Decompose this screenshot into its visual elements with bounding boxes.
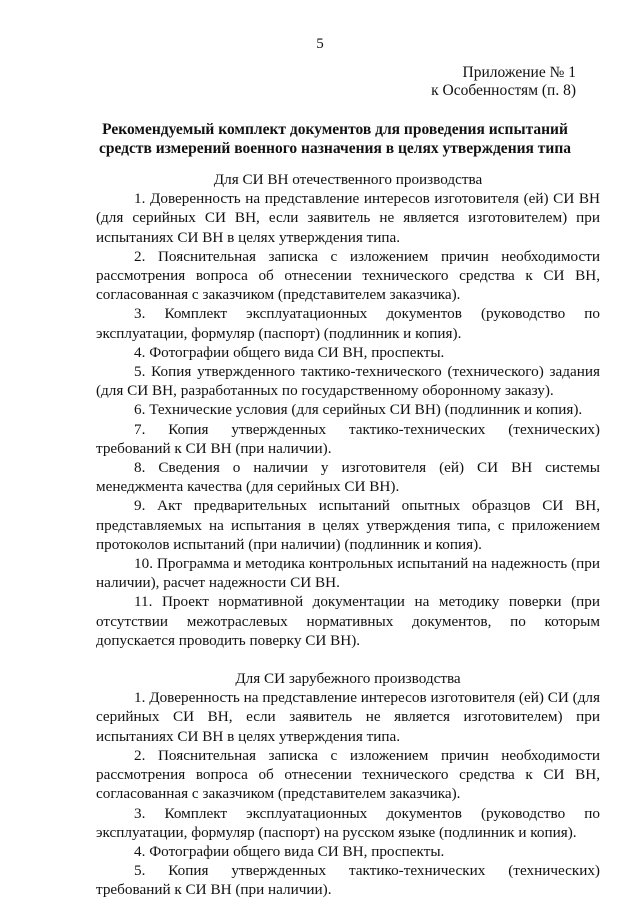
appendix-line-1: Приложение № 1 [462,64,576,81]
section-spacer [96,650,600,669]
list-item: 9. Акт предварительных испытаний опытных образцов СИ ВН, представляемых на испытания в целях утверждения типа, с приложением протоколов испытаний (при наличии) (подлинник и копия). [96,497,600,553]
list-item: 2. Пояснительная записка с изложением причин необходимости рассмотрения вопроса об отнесении технического средства к СИ ВН, согласованная с заказчиком (представителем заказчика). [96,746,600,803]
list-item: 3. Комплект эксплуатационных документов (руководство по эксплуатации, формуляр (паспорт) (подлинник и копия). [96,305,600,342]
list-item: 1. Доверенность на представление интересов изготовителя (ей) СИ (для серийных СИ ВН, если заявитель не является изготовителем) при испытаниях СИ ВН в целях утверждения типа. [96,689,600,745]
document-title [90,120,580,158]
section-heading-domestic: Для СИ ВН отечественного производства [213,171,483,188]
page-number: 5 [316,36,324,52]
list-item: 5. Копия утвержденного тактико-технического (технического) задания (для СИ ВН, разработанных по государственному оборонному заказу). [96,363,600,400]
list-item: 7. Копия утвержденных тактико-технических (технических) требований к СИ ВН (при наличии). [96,420,600,457]
list-item: 3. Комплект эксплуатационных документов (руководство по эксплуатации, формуляр (паспорт) на русском языке (подлинник и копия). [96,804,600,841]
list-item: 2. Пояснительная записка с изложением причин необходимости рассмотрения вопроса об отнесении технического средства к СИ ВН, согласованная с заказчиком (представителем заказчика). [96,247,600,304]
list-item: 10. Программа и методика контрольных испытаний на надежность (при наличии), расчет надежности СИ ВН. [96,555,600,592]
list-item: 1. Доверенность на представление интересов изготовителя (ей) СИ ВН (для серийных СИ ВН, если заявитель не является изготовителем) при испытаниях СИ ВН в целях утверждения типа. [96,190,600,246]
appendix-reference [431,64,576,100]
list-item: 11. Проект нормативной документации на методику поверки (при отсутствии межотраслевых нормативных документов, по которым допускается проводить поверку СИ ВН). [96,593,600,649]
title-line-2: средств измерений военного назначения в целях утверждения типа [98,140,572,157]
list-item: 4. Фотографии общего вида СИ ВН, проспекты. [134,343,445,361]
document-body [96,170,600,900]
list-item: 4. Фотографии общего вида СИ ВН, проспекты. [134,842,445,860]
list-item: 6. Технические условия (для серийных СИ ВН) (подлинник и копия). [134,401,583,419]
appendix-line-2: к Особенностям (п. 8) [431,82,576,99]
section-heading-foreign: Для СИ зарубежного производства [235,670,461,688]
list-item: 5. Копия утвержденных тактико-технических (технических) требований к СИ ВН (при наличии). [96,862,600,899]
title-line-1: Рекомендуемый комплект документов для проведения испытаний [102,121,568,138]
list-item: 8. Сведения о наличии у изготовителя (ей) СИ ВН системы менеджмента качества (для серийных СИ ВН). [96,459,600,496]
